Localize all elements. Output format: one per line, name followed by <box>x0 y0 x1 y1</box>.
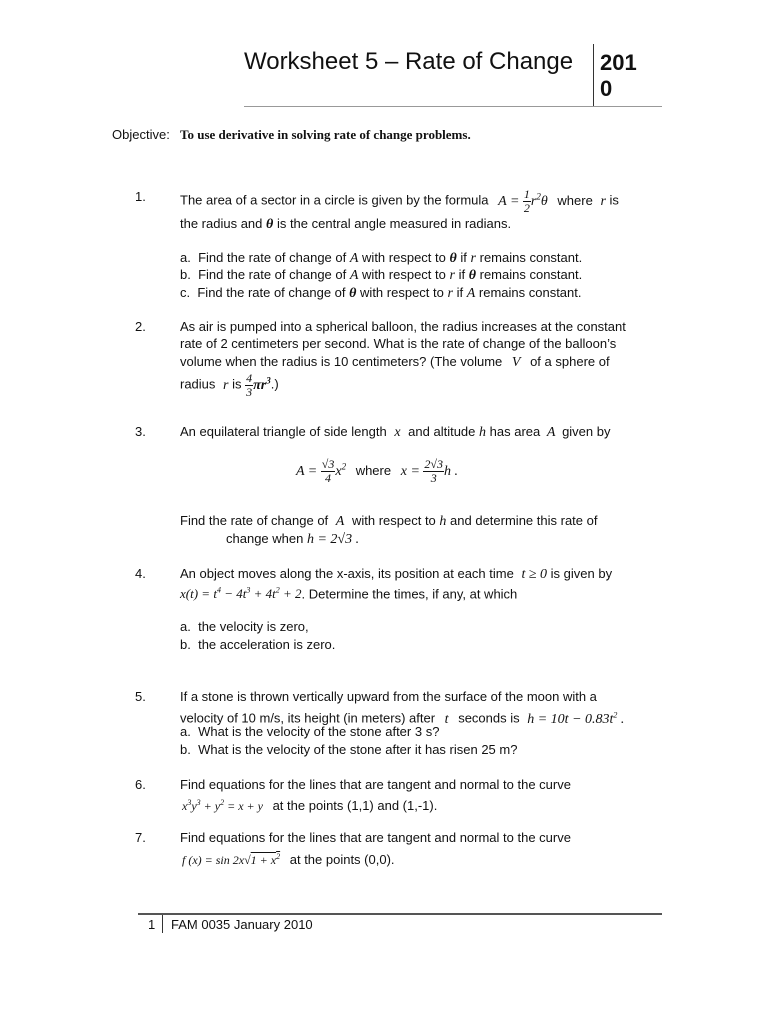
q1-part-b-p4: remains constant. <box>479 267 583 282</box>
q1-part-b-p3: if <box>458 267 466 282</box>
q2-line2: rate of 2 centimeters per second. What is the rate of change of the balloon’s <box>180 336 617 351</box>
q3-line1 <box>180 423 610 441</box>
q4-time-condition: t ≥ 0 <box>521 567 548 582</box>
q3-line4a: change when <box>226 531 304 546</box>
q2-line4c: .) <box>270 376 279 392</box>
q1-part-a-p4: remains constant. <box>479 250 583 265</box>
q1-part-c-var1: θ <box>349 286 357 301</box>
q1-part-b-label: b. <box>180 267 191 282</box>
worksheet-year-text: 2010 <box>600 50 637 101</box>
q3-2root3-over-3: $\frac{2√3}{3}$ <box>424 457 443 485</box>
q2-line4a: radius <box>180 376 216 392</box>
q1-part-c-label: c. <box>180 285 191 300</box>
q1-part-c-var2: r <box>447 286 453 301</box>
q1-part-b-var3: θ <box>468 268 476 283</box>
q3-h-value: h = 2√3 . <box>306 532 360 547</box>
worksheet-year <box>600 50 656 102</box>
q2-v-symbol: V <box>511 355 521 370</box>
q3-a-symbol-2: A <box>335 514 345 529</box>
q1-part-c-p1: Find the rate of change of <box>197 285 346 300</box>
q4-part-a <box>180 618 309 635</box>
q5-number: 5. <box>135 689 146 704</box>
q6-line1: Find equations for the lines that are tangent and normal to the curve <box>180 777 571 792</box>
q1-where: where <box>557 192 593 208</box>
q2-line3b: of a sphere of <box>530 354 610 369</box>
q4-line2b: . Determine the times, if any, at which <box>301 586 518 602</box>
q3-line3c: and determine this rate of <box>450 513 598 528</box>
q2-line3 <box>180 353 610 371</box>
q2-line4 <box>180 372 279 399</box>
q1-line2a: the radius and <box>180 216 263 231</box>
q4-position-formula: $x(t) = t^4 - 4t^3 + 4t^2 + 2$ <box>180 586 302 602</box>
header-divider-horizontal <box>244 106 662 107</box>
q1-r-symbol: r <box>600 193 606 209</box>
q3-line4 <box>226 530 359 548</box>
q1-line1 <box>180 188 619 215</box>
q3-line3b: with respect to <box>351 513 436 528</box>
q1-part-b <box>180 266 582 284</box>
q1-part-c <box>180 284 582 302</box>
q3-where: where <box>355 462 392 478</box>
q5-height-formula: $h = 10t - 0.83t^2$ . <box>527 710 625 727</box>
q5-part-a <box>180 723 439 740</box>
q2-line3a: volume when the radius is 10 centimeters? (The volume <box>180 354 503 369</box>
q1-formula-half: $\frac{1}{2}$ <box>523 187 530 215</box>
q1-number: 1. <box>135 189 146 204</box>
q3-root3-over-4: $\frac{√3}{4}$ <box>321 457 335 485</box>
q4-number: 4. <box>135 566 146 581</box>
worksheet-title: Worksheet 5 – Rate of Change <box>244 48 574 75</box>
q1-theta-symbol: θ <box>266 217 274 232</box>
q1-part-b-p1: Find the rate of change of <box>198 267 347 282</box>
q5-line1: If a stone is thrown vertically upward from the surface of the moon with a <box>180 689 597 704</box>
q1-line1-text: The area of a sector in a circle is given by the formula <box>180 192 489 208</box>
q2-line1: As air is pumped into a spherical balloon, the radius increases at the constant <box>180 319 626 334</box>
q4-part-b-label: b. <box>180 637 191 652</box>
q3-a-symbol: A <box>546 425 556 440</box>
q3-area-formula: A = $\frac{√3}{4}$ $x^2$ <box>296 457 347 485</box>
q4-part-b-text: the acceleration is zero. <box>198 637 336 652</box>
q1-part-c-var3: A <box>466 286 476 301</box>
q3-line1c: has area <box>489 424 541 439</box>
q1-part-a-p2: with respect to <box>362 250 446 265</box>
q7-number: 7. <box>135 830 146 845</box>
q1-part-a-p1: Find the rate of change of <box>198 250 347 265</box>
q3-line3 <box>180 512 597 530</box>
q3-formula-line <box>296 458 458 485</box>
q4-part-a-text: the velocity is zero, <box>198 619 309 634</box>
q6-number: 6. <box>135 777 146 792</box>
q1-part-c-p3: if <box>456 285 464 300</box>
q4-line2 <box>180 582 517 602</box>
q6-line2b: at the points (1,1) and (1,-1). <box>272 798 438 813</box>
q3-line1a: An equilateral triangle of side length <box>180 424 387 439</box>
q3-x-symbol: x <box>394 425 401 440</box>
header-divider-vertical <box>593 44 594 106</box>
q5-part-b <box>180 741 517 758</box>
footer-text: FAM 0035 January 2010 <box>171 917 313 932</box>
objective-text: To use derivative in solving rate of change problems. <box>180 127 471 142</box>
q5-line2b: seconds is <box>458 710 520 726</box>
q4-part-a-label: a. <box>180 619 191 634</box>
q6-line2 <box>182 794 437 815</box>
q1-part-a-var2: θ <box>449 251 457 266</box>
q5-part-b-label: b. <box>180 742 191 757</box>
q5-t-symbol: t <box>444 711 449 727</box>
q7-line2b: at the points (0,0). <box>289 852 395 867</box>
q7-line1: Find equations for the lines that are tangent and normal to the curve <box>180 830 571 845</box>
q5-part-b-text: What is the velocity of the stone after it has risen 25 m? <box>198 742 518 757</box>
q1-part-c-p4: remains constant. <box>478 285 582 300</box>
q1-part-c-p2: with respect to <box>360 285 444 300</box>
q1-part-b-var2: r <box>449 268 455 283</box>
q1-part-a-var1: A <box>349 251 359 266</box>
footer-page-number: 1 <box>148 917 156 932</box>
q1-line2b: is the central angle measured in radians. <box>276 216 512 231</box>
q5-line2a: velocity of 10 m/s, its height (in meters) after <box>180 710 436 726</box>
q1-part-a-p3: if <box>460 250 467 265</box>
q1-part-a-label: a. <box>180 250 191 265</box>
q2-volume-formula: $\frac{4}{3}$ $\pi r^3$ <box>246 371 271 399</box>
q7-curve-formula: f $(x) = \sin 2x√1 + x^2$ <box>182 852 281 867</box>
q1-part-a <box>180 249 582 267</box>
objective-label: Objective: <box>112 127 170 142</box>
q1-part-b-var1: A <box>349 268 359 283</box>
q3-number: 3. <box>135 424 146 439</box>
q3-side-formula: x = $\frac{2√3}{3}$ h . <box>400 457 458 485</box>
q1-line2 <box>180 215 511 233</box>
q1-part-a-var3: r <box>470 251 476 266</box>
q2-number: 2. <box>135 319 146 334</box>
footer-divider <box>138 913 662 915</box>
q4-part-b <box>180 636 335 653</box>
q3-line1b: and altitude <box>408 424 476 439</box>
q4-line1 <box>180 565 612 583</box>
q1-part-b-p2: with respect to <box>362 267 446 282</box>
q2-four-thirds: $\frac{4}{3}$ <box>246 371 253 399</box>
q5-part-a-label: a. <box>180 724 191 739</box>
q2-line4b: is <box>232 376 242 392</box>
q3-line1d: given by <box>562 424 611 439</box>
footer-separator <box>162 915 163 933</box>
q3-h-symbol-2: h <box>439 514 447 529</box>
q1-formula: A = $\frac{1}{2}$ $r^2\theta$ <box>498 187 548 215</box>
q2-r-symbol: r <box>223 377 229 393</box>
q1-is: is <box>609 192 619 208</box>
q4-line1b: is given by <box>550 566 613 581</box>
q6-curve-formula: $x^3y^3 + y^2 = x + y$ <box>182 798 263 813</box>
q5-part-a-text: What is the velocity of the stone after 3 s? <box>198 724 440 739</box>
q3-line3a: Find the rate of change of <box>180 513 329 528</box>
q3-h-symbol: h <box>479 425 487 440</box>
q7-line2 <box>182 848 395 869</box>
q4-line1a: An object moves along the x-axis, its position at each time <box>180 566 514 581</box>
